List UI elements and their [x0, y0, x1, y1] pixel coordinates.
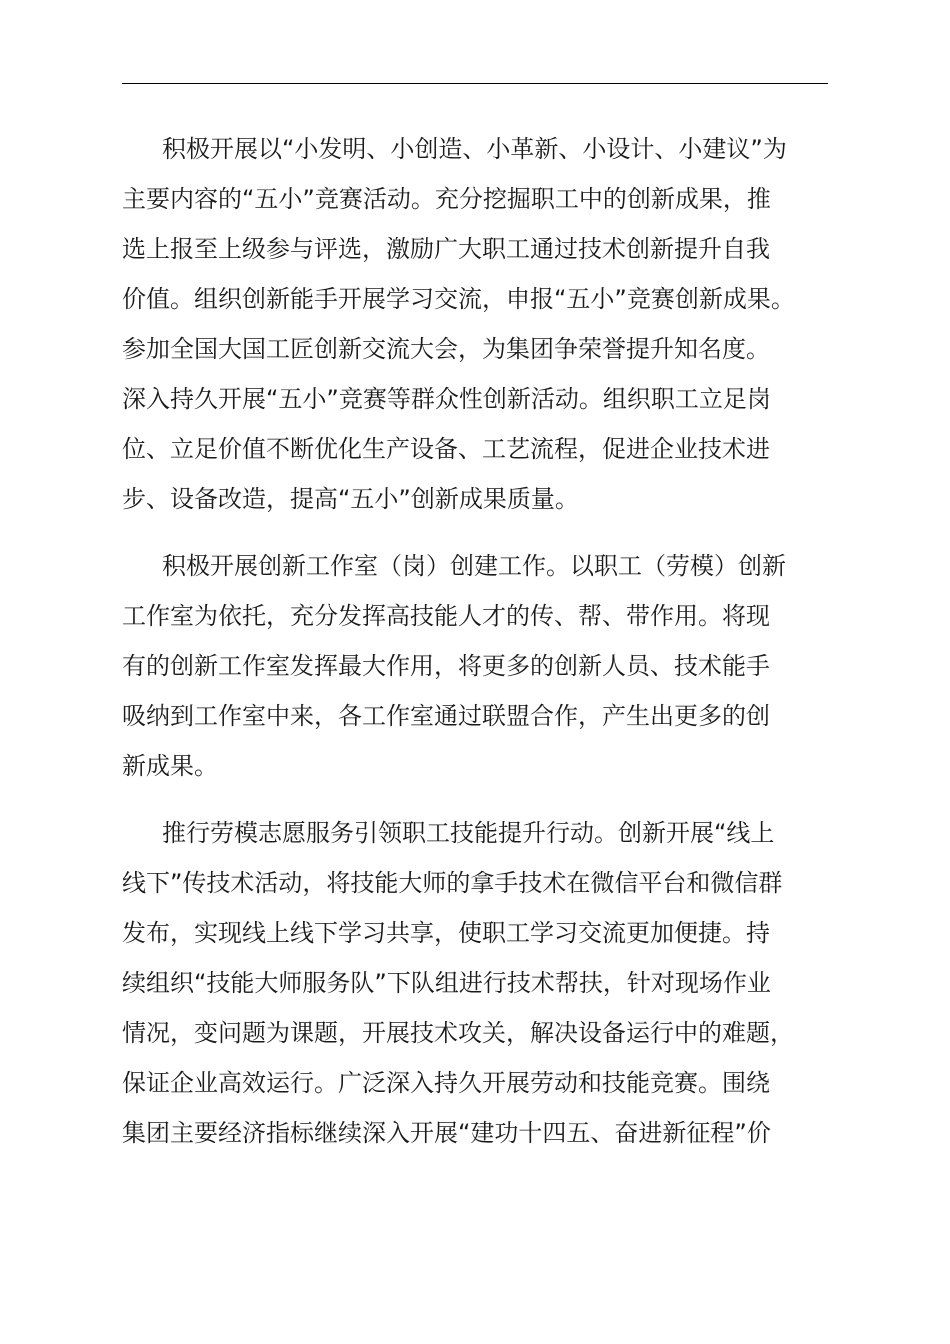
text-line: 深入持久开展“五小”竞赛等群众性创新活动。组织职工立足岗 [122, 385, 771, 413]
text-line: 情况，变问题为课题，开展技术攻关，解决设备运行中的难题， [122, 1019, 794, 1047]
text-line: 推行劳模志愿服务引领职工技能提升行动。创新开展“线上 [162, 819, 775, 847]
text-line: 有的创新工作室发挥最大作用，将更多的创新人员、技术能手 [122, 652, 770, 680]
text-line: 吸纳到工作室中来，各工作室通过联盟合作，产生出更多的创 [122, 702, 770, 730]
text-line: 保证企业高效运行。广泛深入持久开展劳动和技能竞赛。围绕 [122, 1069, 770, 1097]
header-rule [122, 83, 828, 84]
text-line: 积极开展以“小发明、小创造、小革新、小设计、小建议”为 [162, 135, 787, 163]
text-line: 位、立足价值不断优化生产设备、工艺流程，促进企业技术进 [122, 435, 770, 463]
text-line: 步、设备改造，提高“五小”创新成果质量。 [122, 485, 579, 513]
text-line: 工作室为依托，充分发挥高技能人才的传、帮、带作用。将现 [122, 602, 770, 630]
text-line: 集团主要经济指标继续深入开展“建功十四五、奋进新征程”价 [122, 1119, 771, 1147]
text-line: 线下”传技术活动，将技能大师的拿手技术在微信平台和微信群 [122, 869, 783, 897]
paragraph-five-small-competition [122, 124, 828, 524]
paragraph-model-worker-volunteer [122, 808, 828, 1158]
paragraph-innovation-studio [122, 541, 828, 791]
text-line: 发布，实现线上线下学习共享，使职工学习交流更加便捷。持 [122, 919, 770, 947]
text-line: 积极开展创新工作室（岗）创建工作。以职工（劳模）创新 [162, 552, 786, 580]
text-line: 选上报至上级参与评选，激励广大职工通过技术创新提升自我 [122, 235, 770, 263]
body-text [122, 124, 828, 1175]
text-line: 价值。组织创新能手开展学习交流，申报“五小”竞赛创新成果。 [122, 285, 795, 313]
text-line: 续组织“技能大师服务队”下队组进行技术帮扶，针对现场作业 [122, 969, 771, 997]
text-line: 参加全国大国工匠创新交流大会，为集团争荣誉提升知名度。 [122, 335, 770, 363]
text-line: 主要内容的“五小”竞赛活动。充分挖掘职工中的创新成果，推 [122, 185, 771, 213]
text-line: 新成果。 [122, 752, 218, 780]
